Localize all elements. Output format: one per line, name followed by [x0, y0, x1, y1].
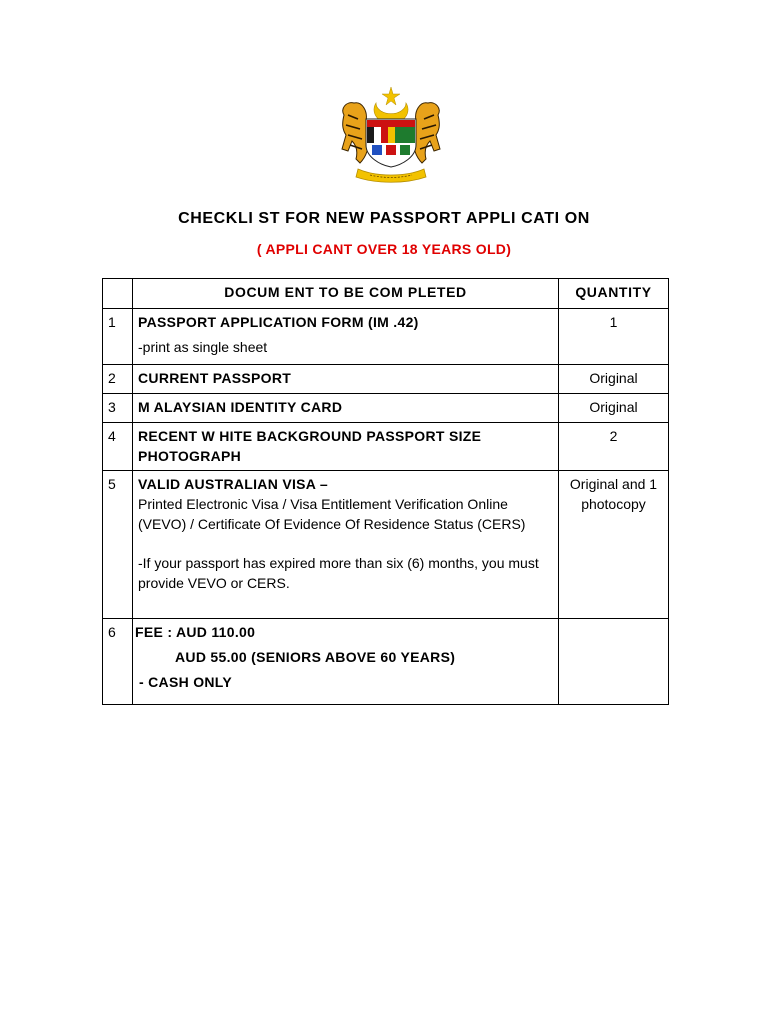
- table-row: [103, 423, 669, 471]
- checklist-table: [102, 278, 669, 705]
- row-document: [133, 423, 559, 471]
- table-row: [103, 394, 669, 423]
- row-quantity: Original: [559, 394, 669, 423]
- row-note: -print as single sheet: [138, 339, 268, 355]
- row-note: -If your passport has expired more than six (6) months, you must provide VEVO or CERS.: [138, 555, 539, 591]
- row-number: 6: [103, 619, 133, 705]
- page-title: CHECKLI ST FOR NEW PASSPORT APPLI CATI ON: [178, 210, 590, 227]
- row-number: 5: [103, 471, 133, 619]
- table-row: [103, 309, 669, 365]
- row-title: M ALAYSIAN IDENTITY CARD: [138, 399, 343, 415]
- row-document: [133, 619, 559, 705]
- fee-senior-amount: AUD 55.00 (SENIORS ABOVE 60 YEARS): [175, 649, 456, 665]
- row-quantity: Original: [559, 365, 669, 394]
- header-document-cell: DOCUM ENT TO BE COM PLETED: [133, 279, 559, 309]
- row-quantity: [559, 619, 669, 705]
- page-subtitle: ( APPLI CANT OVER 18 YEARS OLD): [256, 241, 512, 257]
- row-title: CURRENT PASSPORT: [138, 370, 292, 386]
- row-document: [133, 471, 559, 619]
- row-quantity: 1: [559, 309, 669, 365]
- table-row: [103, 471, 669, 619]
- row-number: 2: [103, 365, 133, 394]
- malaysia-coat-of-arms-icon: [336, 85, 446, 185]
- row-title: RECENT W HITE BACKGROUND PASSPORT SIZE PHOTOGRAPH: [138, 428, 482, 464]
- row-title: VALID AUSTRALIAN VISA –: [138, 476, 328, 492]
- fee-payment-note: - CASH ONLY: [139, 674, 233, 690]
- row-quantity: Original and 1 photocopy: [559, 471, 669, 619]
- fee-amount: FEE : AUD 110.00: [135, 624, 256, 640]
- header-number-cell: [103, 279, 133, 309]
- row-number: 4: [103, 423, 133, 471]
- row-number: 3: [103, 394, 133, 423]
- table-header-row: [103, 279, 669, 309]
- row-document: [133, 365, 559, 394]
- row-document: [133, 394, 559, 423]
- row-quantity: 2: [559, 423, 669, 471]
- table-row: [103, 365, 669, 394]
- row-title: PASSPORT APPLICATION FORM (IM .42): [138, 314, 419, 330]
- table-row: [103, 619, 669, 705]
- header-quantity-cell: QUANTITY: [559, 279, 669, 309]
- row-document: [133, 309, 559, 365]
- row-number: 1: [103, 309, 133, 365]
- row-detail: Printed Electronic Visa / Visa Entitlement Verification Online (VEVO) / Certificate Of Evidence Of Residence Status (CERS): [138, 496, 526, 532]
